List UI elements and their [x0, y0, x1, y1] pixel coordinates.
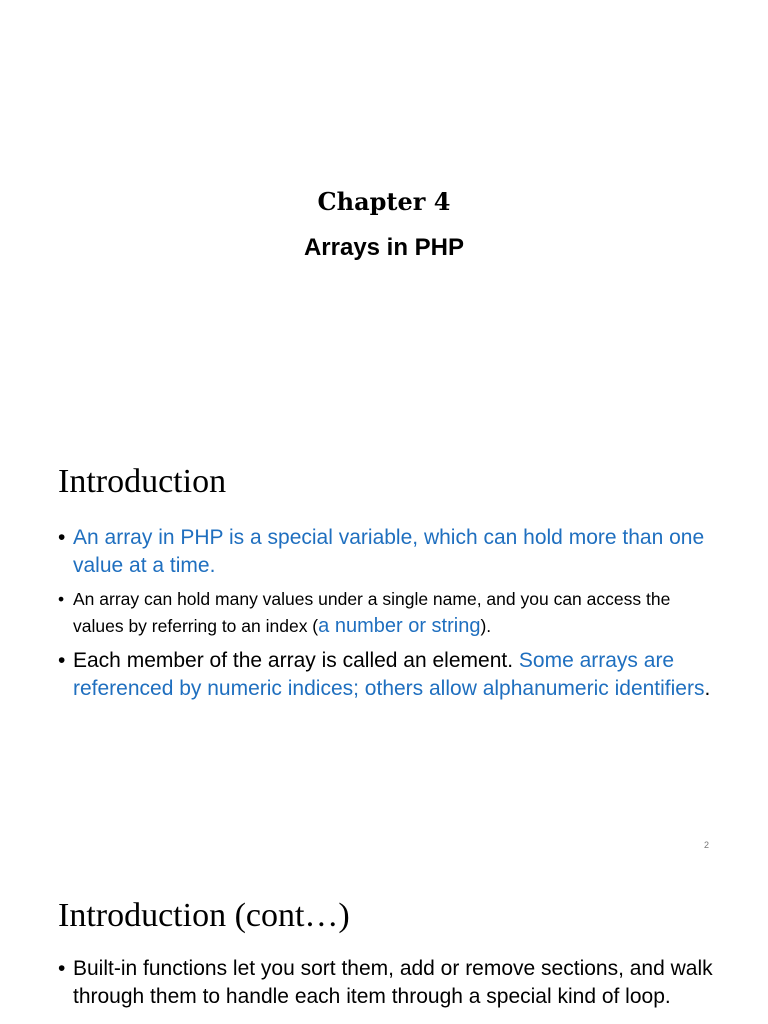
bullet-highlight: Some arrays are referenced by numeric indices; others allow alphanumeric identifiers: [73, 649, 705, 700]
bullet-item: [58, 955, 718, 1011]
bullet-dot-icon: •: [58, 957, 66, 980]
bullet-item: [58, 524, 718, 580]
bullet-text-part: An array can hold many values under a single name, and you can access the values by referring to an index (: [73, 589, 671, 636]
bullet-item: [58, 586, 718, 640]
bullet-highlight: a number or string: [318, 615, 481, 637]
bullet-item: [58, 647, 718, 703]
bullet-dot-icon: •: [58, 649, 66, 672]
chapter-title: Arrays in PHP: [303, 234, 465, 261]
bullet-dot-icon: •: [58, 589, 65, 609]
bullet-text-part: Each member of the array is called an element.: [73, 649, 519, 672]
introduction-cont-heading: Introduction (cont…): [58, 897, 350, 934]
bullet-text-part: ).: [480, 616, 492, 636]
bullet-text: Built-in functions let you sort them, add or remove sections, and walk through them to handle each item through a special kind of loop.: [73, 957, 713, 1008]
bullet-text: [73, 586, 718, 640]
introduction-heading: Introduction: [58, 463, 227, 500]
chapter-heading: Chapter 4: [317, 187, 451, 216]
bullet-dot-icon: •: [58, 526, 66, 549]
bullet-text: An array in PHP is a special variable, which can hold more than one value at a time.: [73, 526, 705, 577]
bullet-text: [73, 647, 718, 703]
page-number: 2: [704, 840, 710, 850]
bullet-text-part: .: [704, 677, 711, 700]
